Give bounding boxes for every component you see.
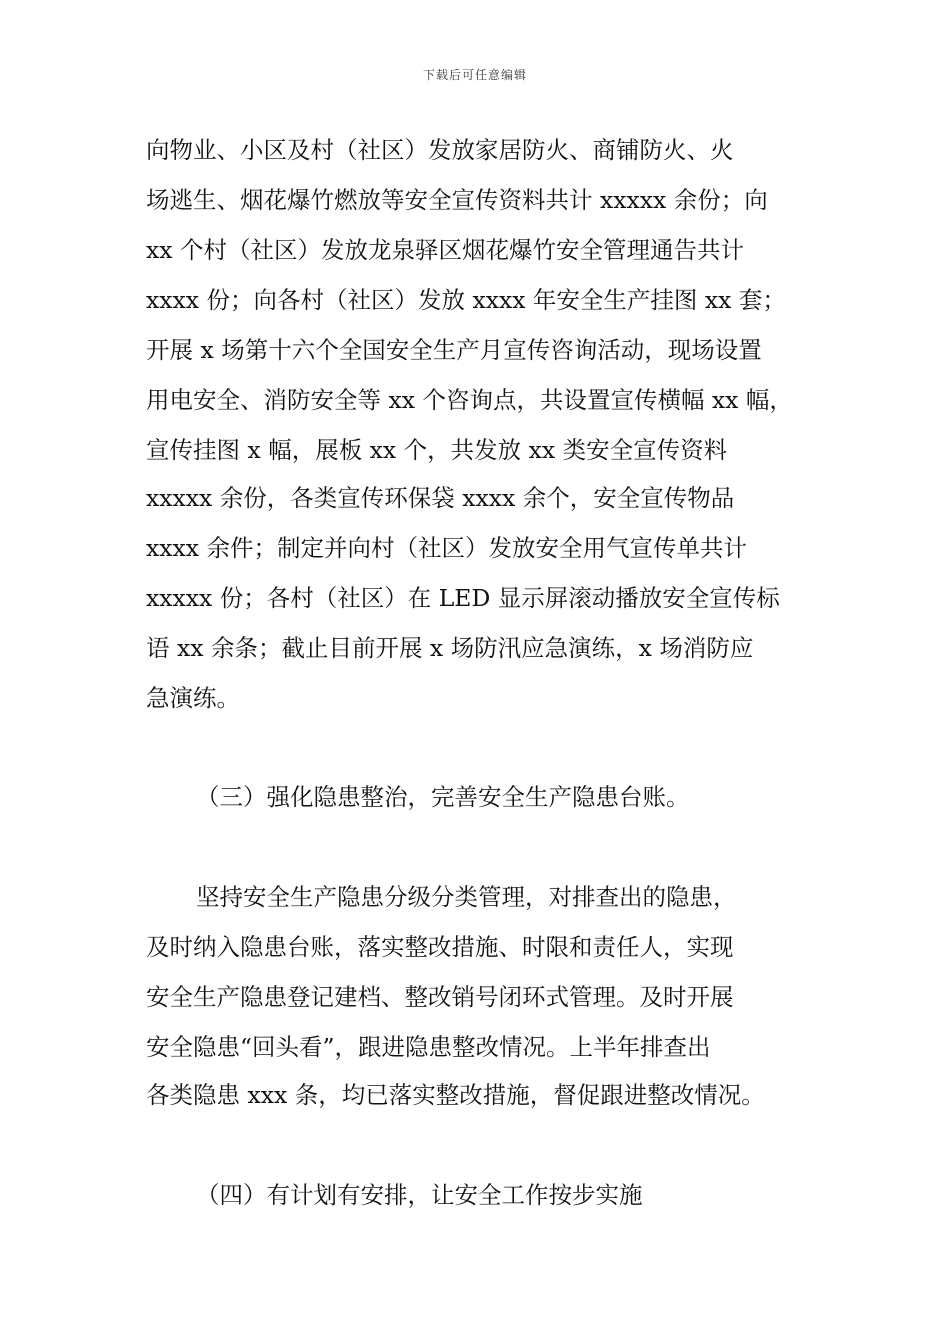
text-line: 安全隐患“回头看”，跟进隐患整改情况。上半年排查出	[146, 1033, 711, 1061]
section-heading-3: （三）强化隐患整治，完善安全生产隐患台账。	[196, 783, 690, 811]
text-line: 语 xx 余条；截止目前开展 x 场防汛应急演练，x 场消防应	[146, 634, 754, 662]
text-line: xx 个村（社区）发放龙泉驿区烟花爆竹安全管理通告共计	[146, 236, 744, 264]
text-line: xxxx 余件；制定并向村（社区）发放安全用气宣传单共计	[146, 534, 747, 562]
text-line: 宣传挂图 x 幅，展板 xx 个，共发放 xx 类安全宣传资料	[146, 436, 728, 464]
text-line: xxxxx 余份，各类宣传环保袋 xxxx 余个，安全宣传物品	[146, 484, 735, 512]
section-heading-4: （四）有计划有安排，让安全工作按步实施	[196, 1181, 643, 1209]
page-header: 下载后可任意编辑	[422, 68, 527, 82]
text-line: 及时纳入隐患台账，落实整改措施、时限和责任人，实现	[146, 933, 734, 961]
text-line: 开展 x 场第十六个全国安全生产月宣传咨询活动，现场设置	[146, 336, 762, 364]
text-line: xxxx 份；向各村（社区）发放 xxxx 年安全生产挂图 xx 套；	[146, 286, 786, 314]
text-line: 坚持安全生产隐患分级分类管理，对排查出的隐患，	[196, 883, 737, 911]
text-line: 各类隐患 xxx 条，均已落实整改措施，督促跟进整改情况。	[146, 1081, 765, 1109]
text-line: xxxxx 份；各村（社区）在 LED 显示屏滚动播放安全宣传标	[146, 584, 780, 612]
text-line: 向物业、小区及村（社区）发放家居防火、商铺防火、火	[146, 136, 734, 164]
text-line: 场逃生、烟花爆竹燃放等安全宣传资料共计 xxxxx 余份；向	[146, 186, 768, 214]
text-line: 安全生产隐患登记建档、整改销号闭环式管理。及时开展	[146, 983, 734, 1011]
text-line: 急演练。	[146, 684, 240, 712]
text-line: 用电安全、消防安全等 xx 个咨询点，共设置宣传横幅 xx 幅，	[146, 386, 793, 414]
